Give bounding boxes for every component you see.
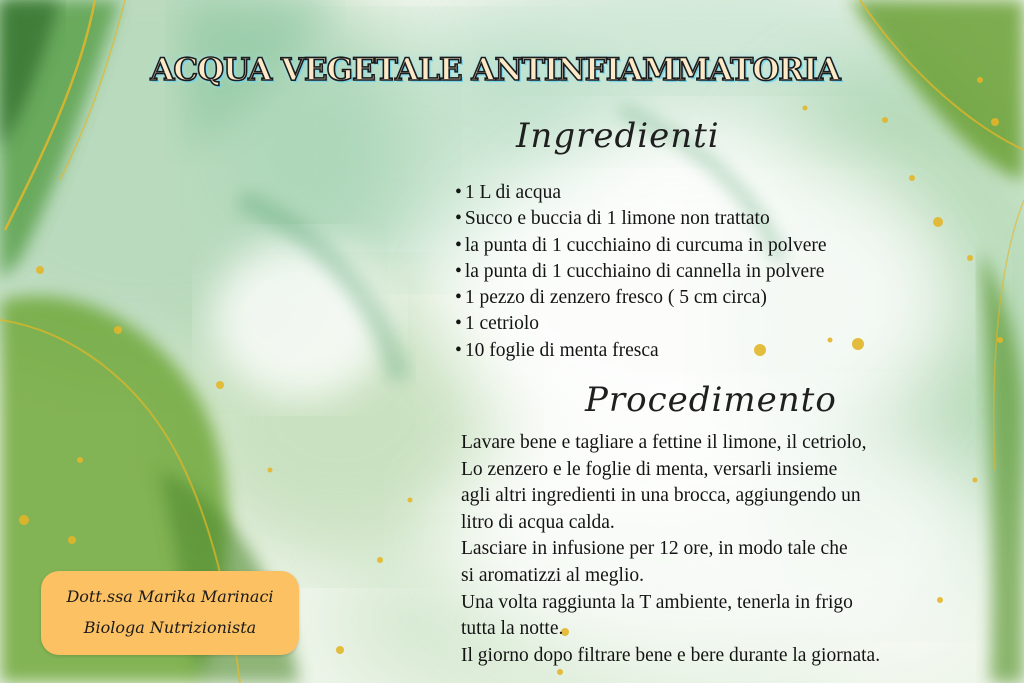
procedure-line: agli altri ingredienti in una brocca, aggiungendo un xyxy=(461,485,861,507)
author-name: Dott.ssa Marika Marinaci xyxy=(66,587,274,606)
ingredient-item: • 1 pezzo di zenzero fresco ( 5 cm circa) xyxy=(455,285,827,311)
ingredient-item: • 1 L di acqua xyxy=(455,180,827,206)
procedure-line: Il giorno dopo filtrare bene e bere durante la giornata. xyxy=(461,644,881,666)
procedure-line: Una volta raggiunta la T ambiente, tenerla in frigo xyxy=(461,591,853,613)
procedure-line: Lo zenzero e le foglie di menta, versarli insieme xyxy=(461,458,838,480)
ingredients-heading: Ingredienti xyxy=(516,116,720,156)
procedure-line: si aromatizzi al meglio. xyxy=(461,564,645,586)
procedure-text xyxy=(461,430,880,669)
ingredient-item: • la punta di 1 cucchiaino di curcuma in polvere xyxy=(455,233,827,259)
procedure-line: Lavare bene e tagliare a fettine il limone, il cetriolo, xyxy=(461,432,867,453)
ingredients-list xyxy=(455,180,827,364)
page-title: ACQUA VEGETALE ANTINFIAMMATORIA xyxy=(150,52,840,88)
procedure-line: Lasciare in infusione per 12 ore, in modo tale che xyxy=(461,538,848,560)
author-badge xyxy=(41,571,299,655)
procedure-heading: Procedimento xyxy=(585,380,837,420)
ingredient-item: • Succo e buccia di 1 limone non trattato xyxy=(455,206,827,232)
procedure-line: tutta la notte. xyxy=(461,618,564,640)
procedure-line: litro di acqua calda. xyxy=(461,511,615,533)
author-role: Biologa Nutrizionista xyxy=(83,618,257,637)
ingredient-item: • la punta di 1 cucchiaino di cannella in polvere xyxy=(455,259,827,285)
ingredient-item: • 1 cetriolo xyxy=(455,311,827,337)
ingredient-item: • 10 foglie di menta fresca xyxy=(455,338,827,364)
